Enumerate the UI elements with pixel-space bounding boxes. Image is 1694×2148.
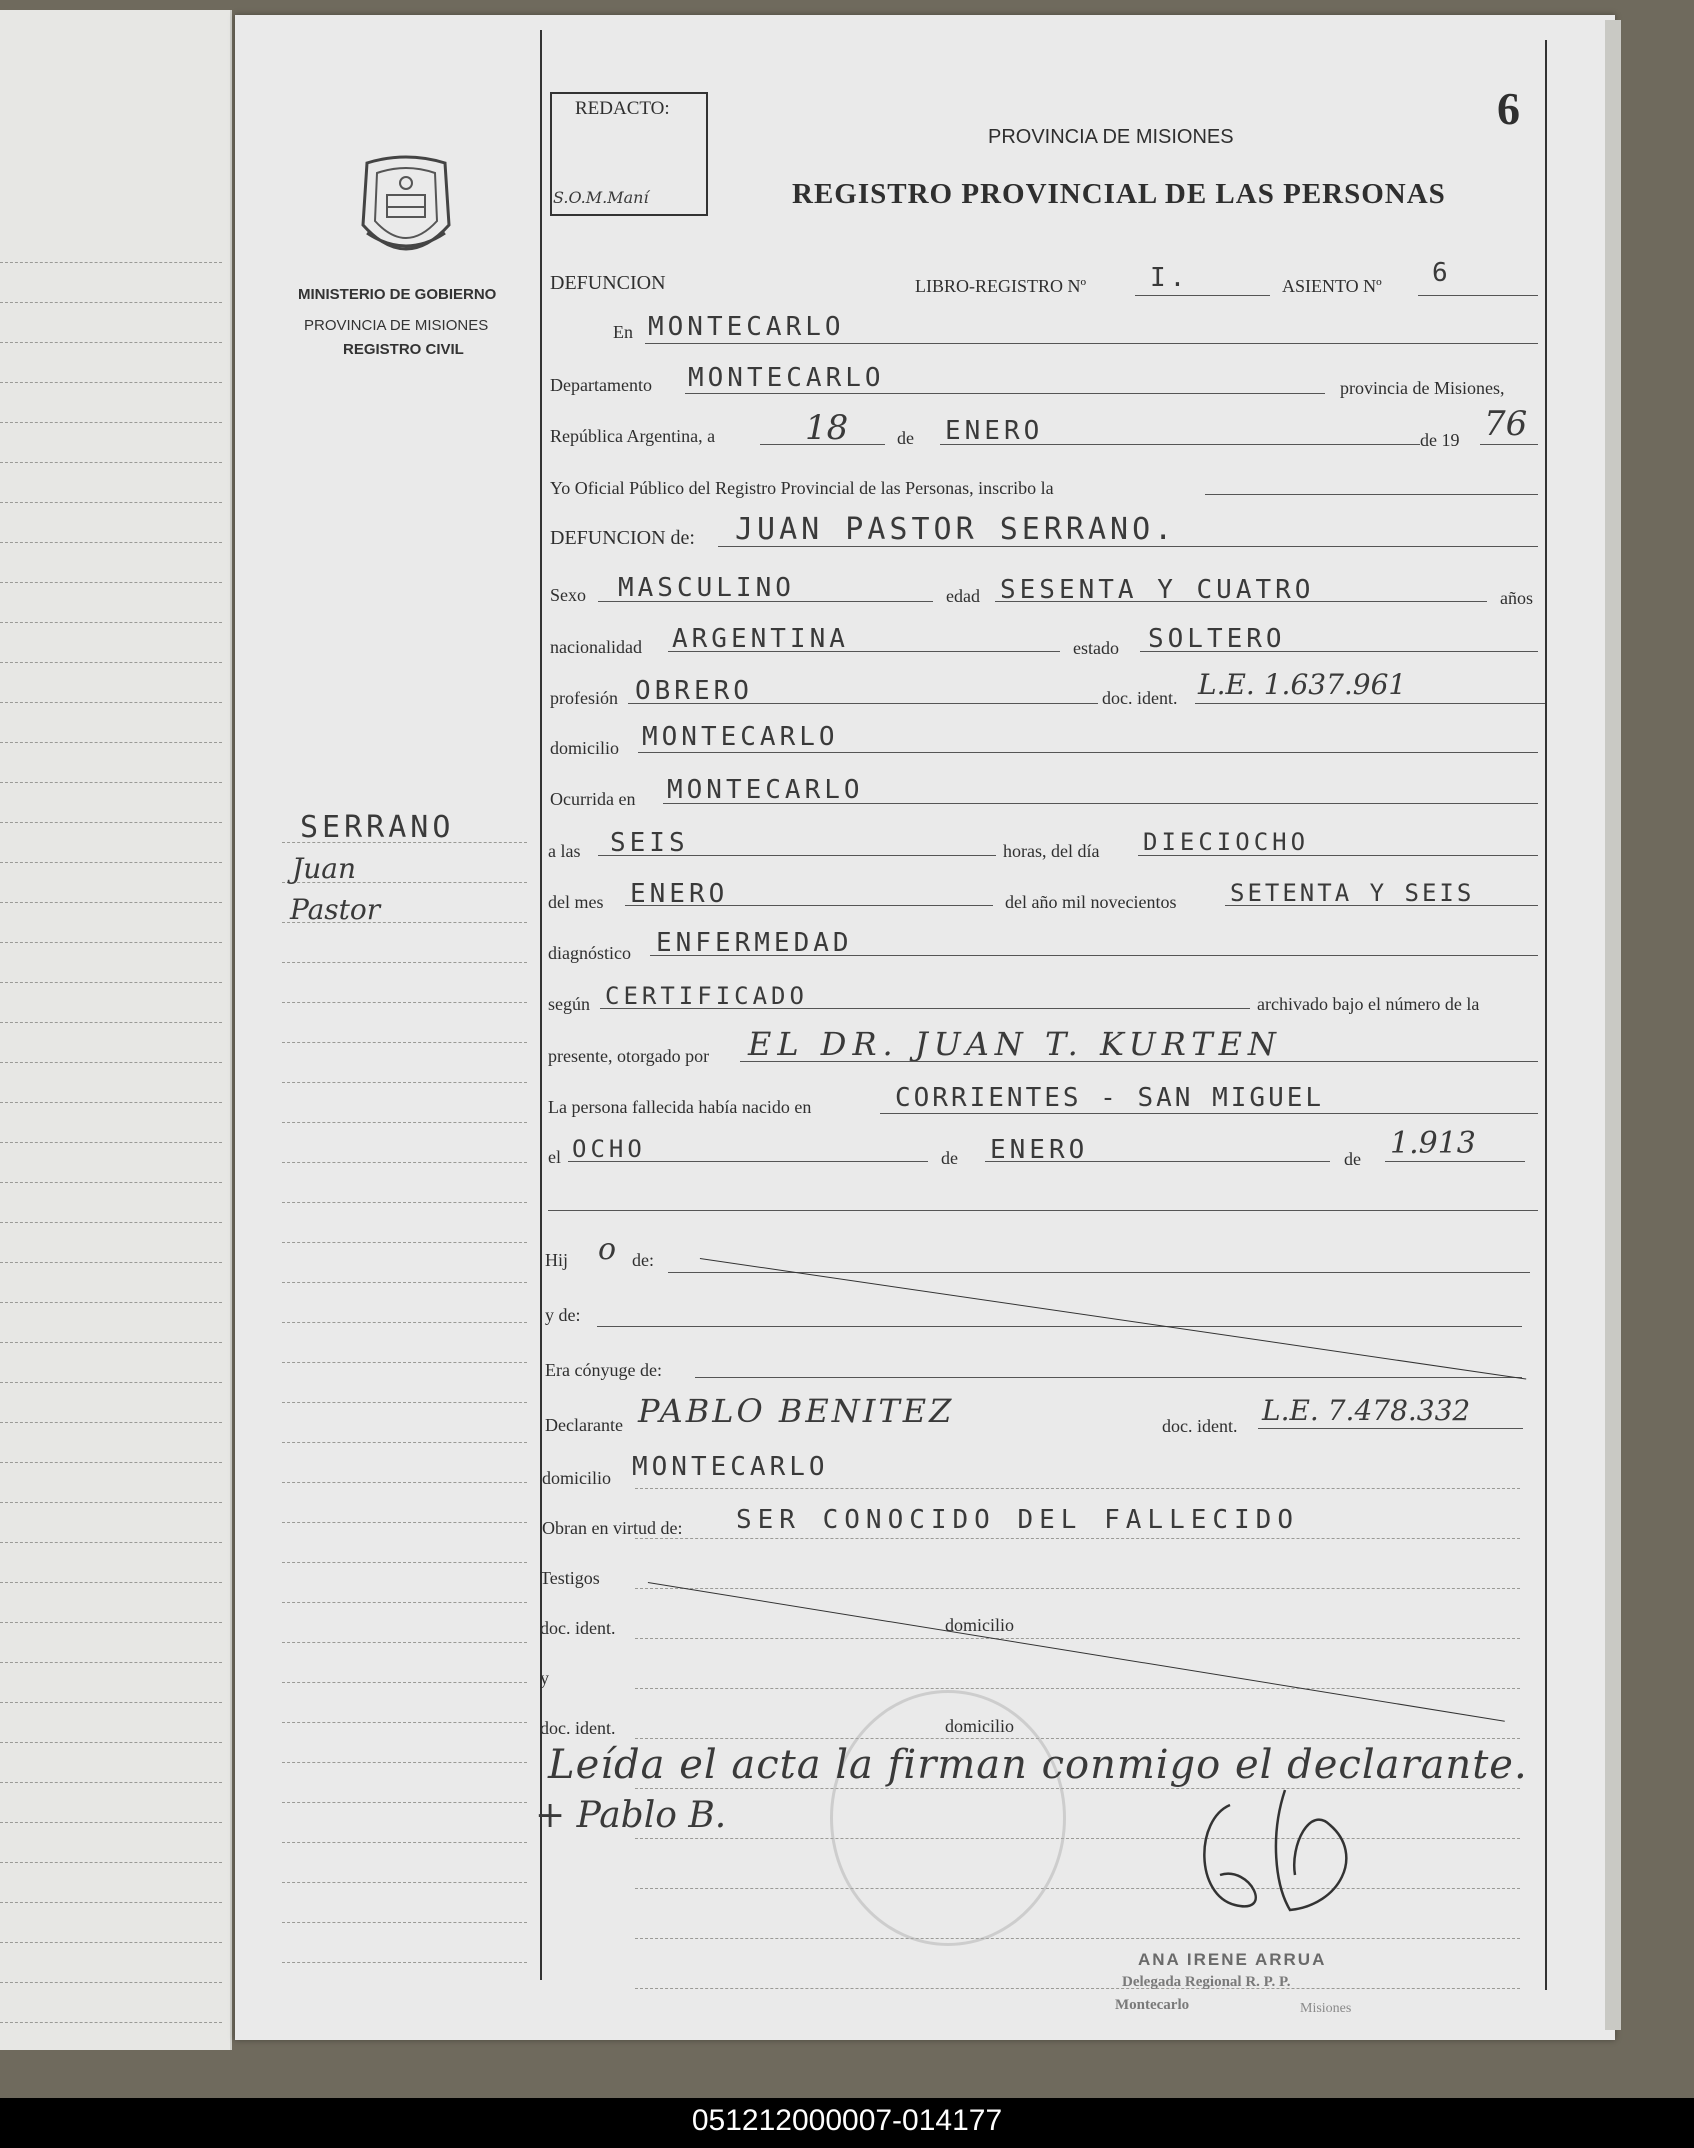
anos-label: años [1500,588,1533,608]
ruled-line [0,2022,222,2023]
libro-label: LIBRO-REGISTRO Nº [915,276,1087,296]
provincial-seal-icon [357,155,455,267]
ruled-line [0,422,222,423]
ocurrida-label: Ocurrida en [550,789,636,809]
margin-ruled-line [282,1202,527,1203]
hij-value: o [598,1232,617,1267]
deceased-name: JUAN PASTOR SERRANO. [735,512,1177,547]
ruled-line [0,1582,222,1583]
nac-de-label-2: de [1344,1149,1361,1169]
ruled-line [0,502,222,503]
day-line [760,444,885,445]
ruled-line [0,262,222,263]
margin-ruled-line [282,1042,527,1043]
nacido-value: CORRIENTES - SAN MIGUEL [895,1083,1325,1113]
ano-line [1225,905,1538,906]
margin-ruled-line [282,1082,527,1083]
nacionalidad-line [668,651,1060,652]
form-type: DEFUNCION [550,272,666,294]
ruled-line [0,1902,222,1903]
ruled-line [0,862,222,863]
form-ruled-line [635,1688,1520,1689]
form-ruled-line [635,1938,1520,1939]
margin-ruled-line [282,1282,527,1283]
ruled-line [0,1382,222,1383]
libro-line [1135,295,1270,296]
de-19-label: de 19 [1420,430,1460,450]
edad-value: SESENTA Y CUATRO [1000,575,1315,605]
deceased-line [718,546,1538,547]
nac-ano-value: 1.913 [1390,1126,1476,1161]
sexo-line [598,601,933,602]
estado-value: SOLTERO [1148,624,1286,654]
nac-de-label: de [941,1148,958,1168]
margin-ruled-line [282,1562,527,1563]
doc-ident-line [1195,703,1545,704]
ruled-line [0,462,222,463]
margin-first-name: Juan [292,852,356,885]
ruled-line [0,902,222,903]
page-number: 6 [1497,83,1520,134]
margin-surname: SERRANO [300,810,455,845]
ruled-line [0,342,222,343]
republica-label: República Argentina, a [550,426,716,446]
departamento-value: MONTECARLO [688,363,885,393]
signer-place-right: Misiones [1300,2001,1352,2016]
mes-value: ENERO [630,879,729,909]
departamento-line [685,393,1325,394]
ruled-line [0,1422,222,1423]
en-line [645,343,1538,344]
margin-ruled-line [282,1722,527,1723]
mes-line [625,905,993,906]
decl-doc-value: L.E. 7.478.332 [1262,1394,1471,1427]
testigo-domicilio-label: domicilio [945,1615,1014,1635]
dia-value: DIECIOCHO [1143,828,1310,856]
ruled-line [0,982,222,983]
oficial-text: Yo Oficial Público del Registro Provincial de las Personas, inscribo la [550,478,1054,498]
ruled-line [0,1222,222,1223]
ruled-line [0,662,222,663]
redacto-label: REDACTO: [575,98,670,119]
testigo2-doc-label: doc. ident. [540,1718,616,1738]
libro-value: I. [1150,263,1190,293]
margin-ruled-line [282,1002,527,1003]
ruled-line [0,1742,222,1743]
margin-ruled-line [282,1402,527,1403]
margin-ruled-line [282,1842,527,1843]
ruled-line [0,1982,222,1983]
margin-ruled-line [282,1322,527,1323]
form-right-rule [1545,40,1547,1990]
presente-label: presente, otorgado por [548,1046,710,1066]
asiento-label: ASIENTO Nº [1282,276,1382,296]
ruled-line [0,1022,222,1023]
segun-line [600,1008,1250,1009]
segun-label: según [548,994,590,1014]
del-ano-label: del año mil novecientos [1005,892,1177,912]
ruled-line [0,1782,222,1783]
ruled-line [0,702,222,703]
redacto-value: S.O.M.Maní [553,188,649,207]
year-line [1480,444,1538,445]
nac-dia-line [568,1161,928,1162]
el-label: el [548,1147,561,1167]
y-de-label: y de: [545,1305,581,1325]
signer-name: ANA IRENE ARRUA [1138,1950,1327,1969]
ruled-line [0,1062,222,1063]
horas-label: horas, del día [1003,841,1100,861]
form-ruled-line [635,1738,1520,1739]
margin-ruled-line [282,1362,527,1363]
month-value: ENERO [945,416,1044,446]
nac-mes-line [985,1161,1330,1162]
segun-value: CERTIFICADO [605,982,808,1010]
ruled-line [0,1502,222,1503]
blank-line [548,1210,1538,1211]
edad-label: edad [946,586,980,606]
year-value: 76 [1484,404,1528,444]
domicilio-line [638,752,1538,753]
diagnostico-line [650,955,1538,956]
official-stamp-icon [830,1690,1066,1946]
ocurrida-line [663,803,1538,804]
horas-value: SEIS [610,828,689,858]
margin-ruled-line [282,1242,527,1243]
sexo-value: MASCULINO [618,573,795,603]
ministry-line-1: MINISTERIO DE GOBIERNO [298,286,497,303]
otorgado-value: EL DR. JUAN T. KURTEN [748,1025,1282,1063]
ruled-line [0,1142,222,1143]
margin-ruled-line [282,1122,527,1123]
margin-middle-name: Pastor [290,893,381,926]
ministry-line-2: PROVINCIA DE MISIONES [304,317,489,334]
ocurrida-value: MONTECARLO [667,775,864,805]
diagnostico-label: diagnóstico [548,943,631,963]
nac-dia-value: OCHO [572,1135,646,1163]
form-ruled-line [635,1538,1520,1539]
obran-value: SER CONOCIDO DEL FALLECIDO [736,1505,1299,1535]
oficial-line [1205,494,1538,495]
testigos-label: Testigos [540,1568,600,1588]
ruled-line [0,1342,222,1343]
de-label: de [897,428,914,448]
left-page [0,10,232,2050]
form-ruled-line [635,1588,1520,1589]
ano-value: SETENTA Y SEIS [1230,879,1475,907]
asiento-line [1418,295,1538,296]
profesion-line [628,703,1098,704]
conyuge-line [695,1377,1522,1378]
ruled-line [0,1862,222,1863]
hij-de-label: de: [632,1250,654,1270]
estado-line [1140,651,1538,652]
signer-title: Delegada Regional R. P. P. [1122,1974,1291,1990]
asiento-value: 6 [1432,258,1452,288]
image-caption: 051212000007-014177 [691,2104,1003,2137]
margin-ruled-line [282,1522,527,1523]
form-ruled-line [635,1888,1520,1889]
margin-ruled-line [282,1882,527,1883]
form-ruled-line [635,1838,1520,1839]
ruled-line [0,1702,222,1703]
diagnostico-value: ENFERMEDAD [656,928,853,958]
decl-domicilio-label: domicilio [542,1468,611,1488]
margin-ruled-line [282,1162,527,1163]
ruled-line [0,782,222,783]
ruled-line [0,622,222,623]
margin-ruled-line [282,1762,527,1763]
official-signature-icon [1190,1785,1380,1925]
otorgado-line [740,1061,1538,1062]
ruled-line [0,382,222,383]
decl-domicilio-value: MONTECARLO [632,1452,829,1482]
month-line [940,444,1420,445]
ruled-line [0,1262,222,1263]
ruled-line [0,1462,222,1463]
ruled-line [0,1622,222,1623]
margin-ruled-line [282,1642,527,1643]
estado-label: estado [1073,638,1119,658]
ruled-line [0,822,222,823]
ruled-line [0,742,222,743]
a-las-label: a las [548,841,581,861]
nacionalidad-value: ARGENTINA [672,624,849,654]
horas-line [598,855,996,856]
nac-ano-line [1385,1161,1525,1162]
sexo-label: Sexo [550,585,586,605]
doc-ident-value: L.E. 1.637.961 [1198,668,1407,701]
testigo-y-label: y [540,1668,549,1688]
declarante-value: PABLO BENITEZ [638,1392,955,1430]
ruled-line [0,1542,222,1543]
conyuge-label: Era cónyuge de: [545,1360,662,1380]
ruled-line [0,302,222,303]
header-province: PROVINCIA DE MISIONES [988,126,1234,148]
defuncion-de-label: DEFUNCION de: [550,527,695,549]
margin-ruled-line [282,1682,527,1683]
page-edge [1605,20,1621,2030]
domicilio-value: MONTECARLO [642,722,839,752]
provincia-label: provincia de Misiones, [1340,378,1505,398]
testigo2-domicilio-label: domicilio [945,1716,1014,1736]
nacionalidad-label: nacionalidad [550,637,642,657]
form-ruled-line [635,1488,1520,1489]
y-de-line [597,1326,1522,1327]
doc-ident-label: doc. ident. [1102,688,1178,708]
margin-ruled-line [282,1802,527,1803]
hij-label: Hij [545,1250,569,1270]
margin-ruled-line [282,1442,527,1443]
archivado-label: archivado bajo el número de la [1257,994,1480,1014]
dia-line [1138,855,1538,856]
margin-ruled-line [282,962,527,963]
margin-ruled-line [282,1482,527,1483]
nacido-label: La persona fallecida había nacido en [548,1097,812,1117]
ruled-line [0,1942,222,1943]
margin-ruled-line [282,1602,527,1603]
ruled-line [0,1102,222,1103]
form-ruled-line [635,1988,1520,1989]
ruled-line [0,1822,222,1823]
profesion-value: OBRERO [635,676,753,706]
form-ruled-line [635,1638,1520,1639]
edad-line [995,601,1487,602]
del-mes-label: del mes [548,892,604,912]
testigo-doc-label: doc. ident. [540,1618,616,1638]
declarante-label: Declarante [545,1415,623,1435]
en-label: En [613,322,633,342]
margin-ruled-line [282,1962,527,1963]
obran-label: Obran en virtud de: [542,1518,683,1538]
domicilio-label: domicilio [550,738,619,758]
en-value: MONTECARLO [648,312,845,342]
ruled-line [0,542,222,543]
ruled-line [0,1302,222,1303]
margin-ruled-line [282,1922,527,1923]
departamento-label: Departamento [550,375,652,395]
header-registry: REGISTRO PROVINCIAL DE LAS PERSONAS [792,178,1446,210]
ministry-line-3: REGISTRO CIVIL [343,341,464,358]
nac-mes-value: ENERO [990,1135,1089,1165]
day-value: 18 [805,408,849,448]
decl-doc-line [1258,1428,1523,1429]
declarant-mark: + Pablo B. [535,1795,727,1836]
form-ruled-line [635,1788,1520,1789]
signer-place-left: Montecarlo [1115,1997,1190,2013]
closing-note: Leída el acta la firman conmigo el declarante. [548,1742,1528,1788]
profesion-label: profesión [550,688,618,708]
ruled-line [0,942,222,943]
ruled-line [0,1662,222,1663]
nacido-line [880,1113,1538,1114]
ruled-line [0,582,222,583]
ruled-line [0,1182,222,1183]
decl-doc-label: doc. ident. [1162,1416,1238,1436]
